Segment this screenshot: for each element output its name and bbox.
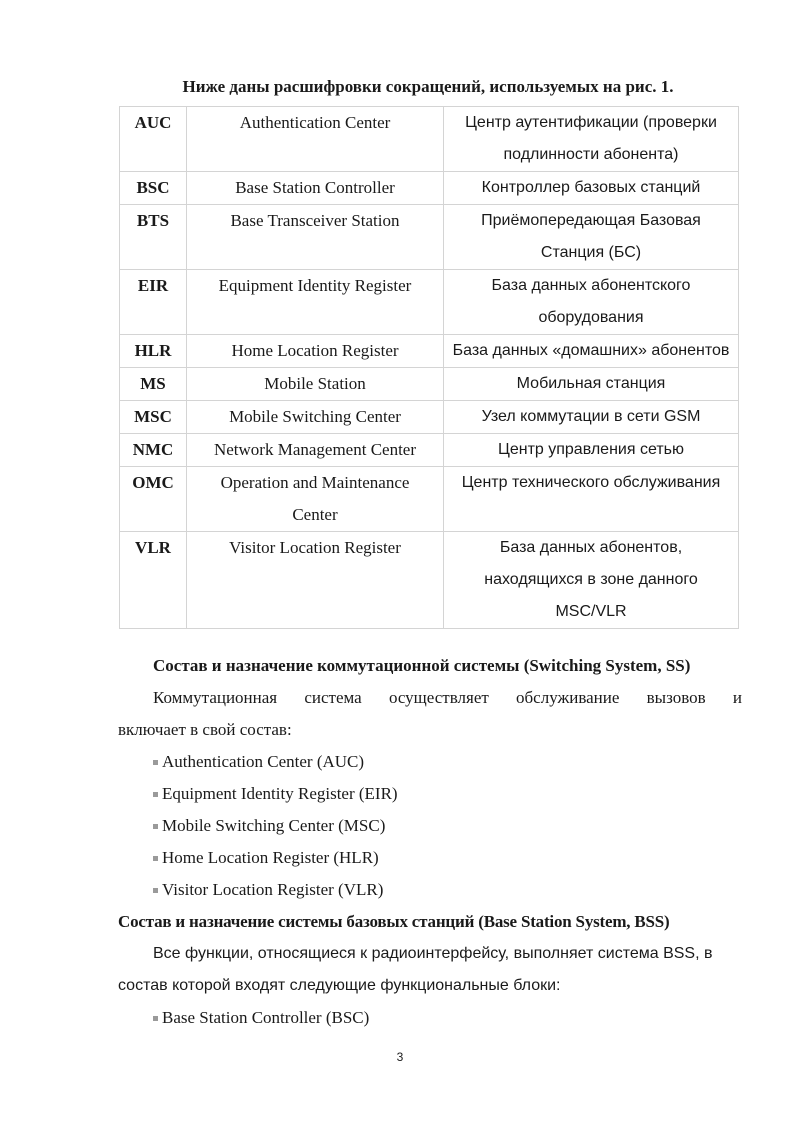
russian-name-cell-line: оборудования: [538, 309, 644, 326]
russian-name-cell-line: Мобильная станция: [516, 375, 666, 392]
abbreviations-table: [119, 106, 739, 629]
table-row: [120, 270, 739, 335]
list-item-label: Mobile Switching Center (MSC): [162, 816, 386, 835]
list-item-label: Base Station Controller (BSC): [162, 1008, 370, 1027]
russian-name-cell-line: База данных абонентского: [491, 277, 691, 294]
bullet-marker-icon: [153, 856, 158, 861]
english-name-cell: [187, 434, 444, 467]
english-name-cell-line: Visitor Location Register: [229, 538, 401, 557]
bss-intro-line-2: состав которой входят следующие функциональные блоки:: [118, 977, 561, 994]
russian-name-cell-line: Станция (БС): [540, 244, 642, 261]
abbreviation-cell: AUC: [120, 107, 187, 172]
bss-component-list: [118, 1002, 742, 1034]
table-row: [120, 172, 739, 205]
russian-name-cell: [444, 467, 739, 532]
abbreviation-cell: MSC: [120, 401, 187, 434]
english-name-cell-line: Mobile Station: [264, 374, 366, 393]
list-item-label: Authentication Center (AUC): [162, 752, 365, 771]
list-item-label: Visitor Location Register (VLR): [162, 880, 384, 899]
abbreviation-cell: BSC: [120, 172, 187, 205]
bss-heading: Состав и назначение системы базовых станций (Base Station System, BSS): [118, 912, 670, 931]
russian-name-cell-line: находящихся в зоне данного: [484, 571, 698, 588]
russian-name-cell: [444, 368, 739, 401]
bullet-marker-icon: [153, 888, 158, 893]
russian-name-cell: [444, 401, 739, 434]
russian-name-cell: [444, 172, 739, 205]
english-name-cell: [187, 368, 444, 401]
table-row: [120, 107, 739, 172]
english-name-cell: [187, 172, 444, 205]
bullet-marker-icon: [153, 1016, 158, 1021]
list-item-label: Home Location Register (HLR): [162, 848, 379, 867]
table-row: [120, 467, 739, 532]
list-item: [118, 778, 742, 810]
english-name-cell-line: Base Station Controller: [235, 178, 395, 197]
page-number: 3: [396, 1050, 404, 1064]
bullet-marker-icon: [153, 824, 158, 829]
ss-heading: Состав и назначение коммутационной системы (Switching System, SS): [153, 656, 691, 675]
russian-name-cell-line: Центр аутентификации (проверки: [465, 114, 717, 131]
english-name-cell-line: Base Transceiver Station: [230, 211, 400, 230]
russian-name-cell-line: Центр технического обслуживания: [461, 474, 721, 491]
ss-intro-line-1: Коммутационная система осуществляет обслуживание вызовов и: [153, 688, 742, 707]
bss-section: [118, 906, 742, 1034]
english-name-cell: [187, 270, 444, 335]
abbreviation-cell: HLR: [120, 335, 187, 368]
abbreviation-cell: BTS: [120, 205, 187, 270]
list-item: [118, 746, 742, 778]
english-name-cell: [187, 107, 444, 172]
english-name-cell-line: Operation and Maintenance: [220, 473, 410, 492]
english-name-cell-line: Equipment Identity Register: [218, 276, 412, 295]
russian-name-cell-line: Контроллер базовых станций: [481, 179, 701, 196]
russian-name-cell-line: База данных абонентов,: [499, 539, 683, 556]
list-item: [118, 874, 742, 906]
russian-name-cell-line: База данных «домашних» абонентов: [452, 342, 730, 359]
table-row: [120, 532, 739, 629]
russian-name-cell-line: Центр управления сетью: [498, 441, 684, 458]
english-name-cell-line: Home Location Register: [231, 341, 399, 360]
english-name-cell-line: Authentication Center: [239, 113, 391, 132]
russian-name-cell: [444, 434, 739, 467]
abbreviation-cell: VLR: [120, 532, 187, 629]
english-name-cell-line: Center: [292, 505, 338, 524]
bss-intro-line-1: Все функции, относящиеся к радиоинтерфейсу, выполняет система BSS, в: [153, 945, 713, 962]
russian-name-cell-line: Узел коммутации в сети GSM: [481, 408, 701, 425]
abbreviation-cell: MS: [120, 368, 187, 401]
russian-name-cell: [444, 205, 739, 270]
english-name-cell: [187, 467, 444, 532]
list-item: [118, 1002, 742, 1034]
english-name-cell: [187, 205, 444, 270]
list-item-label: Equipment Identity Register (EIR): [162, 784, 398, 803]
bullet-marker-icon: [153, 792, 158, 797]
table-row: [120, 335, 739, 368]
abbreviations-table-body: [120, 107, 739, 629]
ss-component-list: [118, 746, 742, 906]
table-caption: Ниже даны расшифровки сокращений, используемых на рис. 1.: [182, 77, 674, 96]
english-name-cell: [187, 532, 444, 629]
russian-name-cell: [444, 270, 739, 335]
abbreviation-cell: OMC: [120, 467, 187, 532]
russian-name-cell-line: Приёмопередающая Базовая: [481, 212, 701, 229]
english-name-cell: [187, 335, 444, 368]
list-item: [118, 810, 742, 842]
english-name-cell-line: Network Management Center: [213, 440, 417, 459]
table-row: [120, 205, 739, 270]
russian-name-cell-line: подлинности абонента): [503, 146, 679, 163]
table-row: [120, 368, 739, 401]
russian-name-cell-line: MSC/VLR: [555, 603, 627, 620]
table-row: [120, 401, 739, 434]
russian-name-cell: [444, 107, 739, 172]
russian-name-cell: [444, 532, 739, 629]
english-name-cell-line: Mobile Switching Center: [229, 407, 401, 426]
bullet-marker-icon: [153, 760, 158, 765]
abbreviation-cell: NMC: [120, 434, 187, 467]
ss-section: [118, 650, 742, 906]
ss-intro-line-2: включает в свой состав:: [118, 720, 292, 739]
abbreviation-cell: EIR: [120, 270, 187, 335]
table-row: [120, 434, 739, 467]
russian-name-cell: [444, 335, 739, 368]
english-name-cell: [187, 401, 444, 434]
list-item: [118, 842, 742, 874]
